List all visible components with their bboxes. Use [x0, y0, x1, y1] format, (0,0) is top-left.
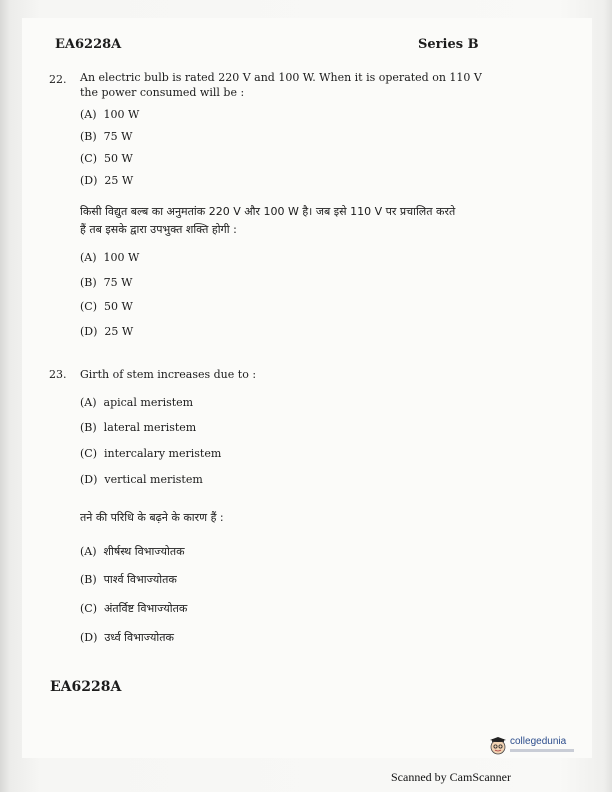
option-label: (D) — [80, 473, 98, 486]
question-22-text-en-line2: the power consumed will be : — [80, 86, 245, 99]
option-label: (B) — [80, 421, 97, 434]
option-label: (C) — [80, 447, 97, 460]
option-text: 50 W — [104, 300, 133, 313]
logo-text: collegedunia — [510, 736, 567, 747]
q22-en-option-a — [80, 108, 139, 121]
option-text: अंतर्विष्ट विभाज्योतक — [104, 602, 188, 615]
option-label: (C) — [80, 602, 97, 615]
option-label: (A) — [80, 108, 97, 121]
question-22-text-hi-line1: किसी विद्युत बल्ब का अनुमतांक 220 V और 100 W है। जब इसे 110 V पर प्रचालित करते — [80, 205, 456, 218]
option-text: lateral meristem — [103, 421, 197, 434]
mascot-icon — [488, 736, 508, 756]
question-23-text-en: Girth of stem increases due to : — [80, 368, 257, 381]
series-label: Series B — [418, 37, 479, 52]
q22-en-option-c — [80, 152, 133, 165]
question-22-text-hi-line2: हैं तब इसके द्वारा उपभुक्त शक्ति होगी : — [80, 223, 237, 236]
option-text: 100 W — [103, 108, 140, 121]
q23-en-option-c — [80, 447, 221, 460]
q23-hi-option-c — [80, 601, 187, 616]
option-text: 25 W — [104, 325, 134, 338]
option-label: (B) — [80, 130, 97, 143]
q23-en-option-d — [80, 473, 203, 486]
q23-hi-option-d — [80, 630, 174, 645]
option-label: (B) — [80, 276, 97, 289]
option-text: 75 W — [103, 276, 133, 289]
option-text: 100 W — [103, 251, 140, 264]
option-text: 50 W — [104, 152, 133, 165]
question-22-number: 22. — [49, 73, 67, 86]
option-text: पार्श्व विभाज्योतक — [103, 573, 177, 586]
option-label: (C) — [80, 152, 97, 165]
option-text: apical meristem — [103, 396, 194, 409]
q22-hi-option-d — [80, 325, 133, 338]
q22-hi-option-a — [80, 251, 139, 264]
option-text: 25 W — [104, 174, 134, 187]
option-label: (D) — [80, 631, 98, 644]
option-text: intercalary meristem — [104, 447, 222, 460]
option-text: vertical meristem — [104, 473, 203, 486]
q23-en-option-b — [80, 421, 196, 434]
q22-hi-option-c — [80, 300, 133, 313]
option-text: शीर्षस्थ विभाज्योतक — [103, 545, 185, 558]
q22-en-option-b — [80, 130, 132, 143]
option-label: (A) — [80, 396, 97, 409]
logo-tagline-mark — [510, 749, 574, 752]
q23-hi-option-b — [80, 572, 177, 587]
option-label: (D) — [80, 174, 98, 187]
option-label: (D) — [80, 325, 98, 338]
paper-code-header: EA6228A — [55, 37, 122, 52]
option-text: उर्ध्व विभाज्योतक — [104, 631, 174, 644]
q22-en-option-d — [80, 174, 133, 187]
q23-en-option-a — [80, 396, 193, 409]
option-label: (C) — [80, 300, 97, 313]
question-23-text-hi: तने की परिधि के बढ़ने के कारण हैं : — [80, 511, 224, 524]
collegedunia-logo — [488, 734, 578, 762]
option-label: (A) — [80, 251, 97, 264]
q23-hi-option-a — [80, 544, 185, 559]
option-label: (B) — [80, 573, 97, 586]
q22-hi-option-b — [80, 276, 132, 289]
option-text: 75 W — [103, 130, 133, 143]
question-22-text-en-line1: An electric bulb is rated 220 V and 100 W. When it is operated on 110 V — [80, 71, 482, 84]
question-23-number: 23. — [49, 368, 67, 381]
paper-sheet — [22, 18, 592, 758]
paper-code-footer: EA6228A — [50, 679, 122, 695]
scanner-watermark: Scanned by CamScanner — [391, 770, 511, 784]
option-label: (A) — [80, 545, 97, 558]
